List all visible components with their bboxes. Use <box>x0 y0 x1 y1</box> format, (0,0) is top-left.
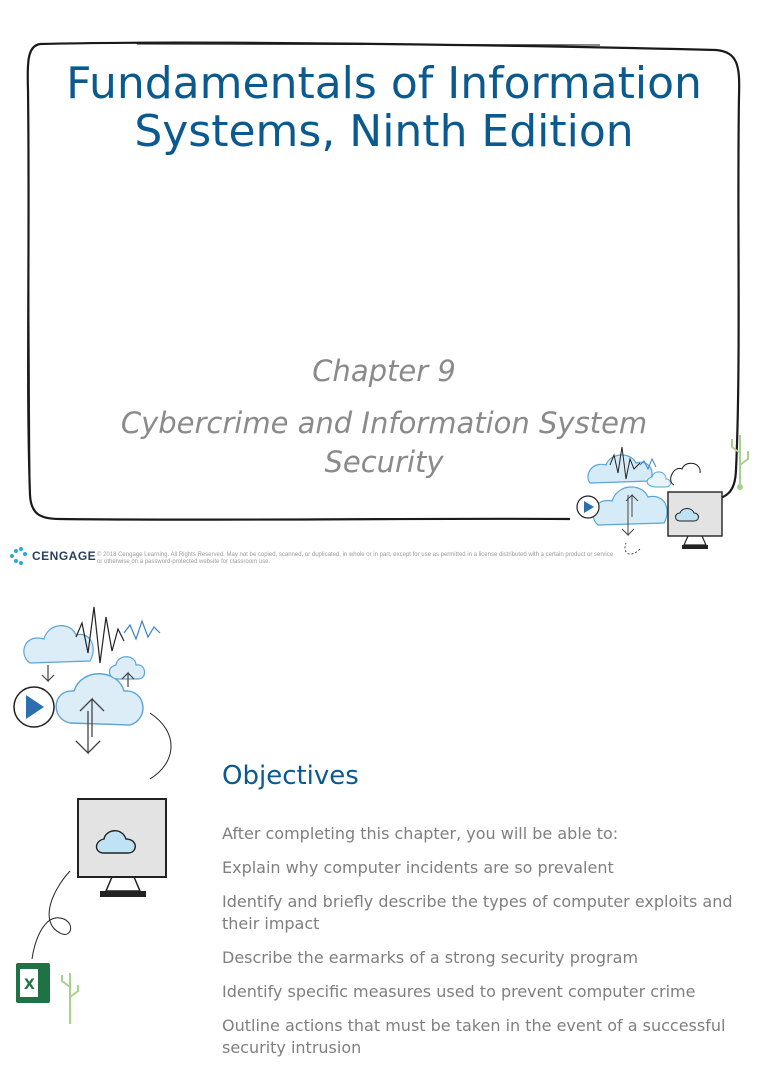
excel-icon <box>16 963 50 1003</box>
list-item: Identify specific measures used to prevent computer crime <box>222 982 696 1001</box>
cloud-illustration <box>570 425 760 565</box>
list-item: Identify and briefly describe the types of computer exploits and their impact <box>222 892 733 933</box>
cengage-logo-icon <box>8 546 28 566</box>
usb-icon <box>62 973 78 1024</box>
list-item: After completing this chapter, you will be able to: <box>222 824 619 843</box>
svg-text:X: X <box>24 977 35 993</box>
logo-text: CENGAGE <box>32 549 97 563</box>
chapter-subtitle: Cybercrime and Information System Security <box>120 406 648 479</box>
presentation-title: Fundamentals of Information Systems, Ninth Edition <box>66 58 702 157</box>
copyright-notice: © 2018 Cengage Learning. All Rights Reserved. May not be copied, scanned, or duplicated, in whole or in part, except for use as permitted in a license distributed with a certain product or service or otherwise on a password-protected website for classroom use. <box>97 552 614 565</box>
monitor-icon <box>78 799 166 897</box>
objectives-heading: Objectives <box>222 761 359 791</box>
objectives-list <box>222 823 742 1071</box>
usb-icon <box>732 435 748 490</box>
monitor-icon <box>668 492 722 549</box>
cloud-icon <box>588 455 667 535</box>
list-item: Explain why computer incidents are so prevalent <box>222 858 614 877</box>
left-illustration <box>0 603 200 1024</box>
list-item: Describe the earmarks of a strong security program <box>222 948 639 967</box>
objectives-slide <box>0 585 768 1057</box>
publisher-logo <box>8 546 96 566</box>
chapter-label: Chapter 9 <box>312 354 456 388</box>
list-item: Outline actions that must be taken in the event of a successful security intrusion <box>222 1016 726 1057</box>
